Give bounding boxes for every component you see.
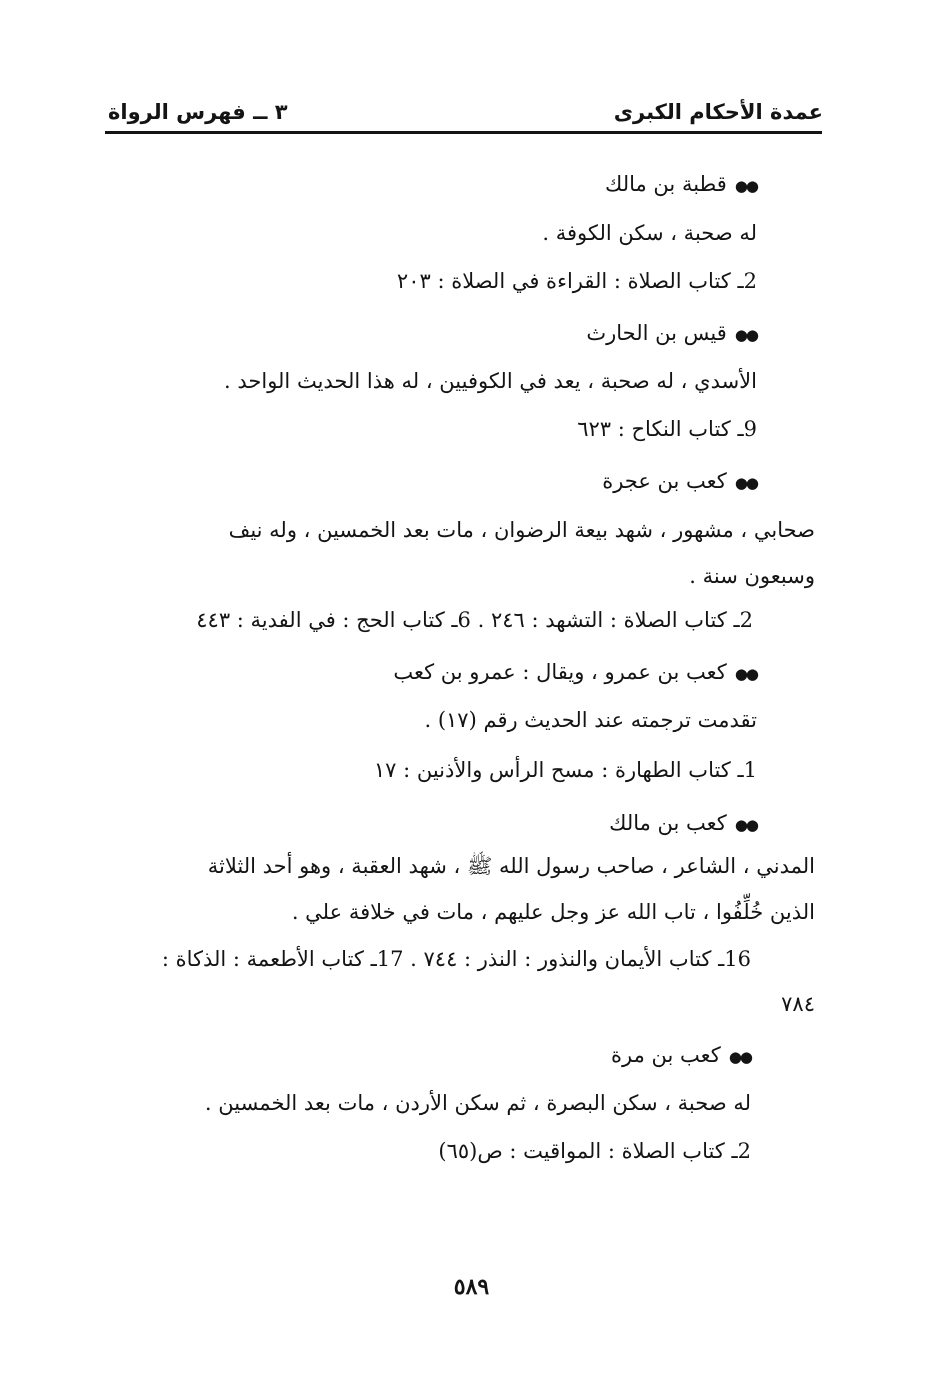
narrator-name: ●●قطبة بن مالك [605,169,757,201]
narrator-bio: المدني ، الشاعر ، صاحب رسول الله ﷺ ، شهد العقبة ، وهو أحد الثلاثة [207,854,815,878]
narrator-bio: له صحبة ، سكن الكوفة . [542,221,757,245]
narrator-name: ●●كعب بن عمرو ، ويقال : عمرو بن كعب [393,657,757,689]
book-title: عمدة الأحكام الكبرى [613,100,823,124]
narrator-bio: الأسدي ، له صحبة ، يعد في الكوفيين ، له هذا الحديث الواحد . [224,369,757,393]
hadith-reference: 2ـ كتاب الصلاة : القراءة في الصلاة : ٢٠٣ [396,269,757,293]
section-title: ٣ ــ فهرس الرواة [108,100,288,124]
narrator-bio: صحابي ، مشهور ، شهد بيعة الرضوان ، مات بعد الخمسين ، وله نيف [228,518,815,542]
bullet-icon: ●● [734,176,757,195]
narrator-bio: له صحبة ، سكن البصرة ، ثم سكن الأردن ، مات بعد الخمسين . [204,1091,751,1115]
hadith-reference: ٧٨٤ [781,992,815,1016]
bullet-icon: ●● [734,325,757,344]
narrator-name: ●●كعب بن مالك [609,808,757,840]
narrator-bio: الذين خُلِّفُوا ، تاب الله عز وجل عليهم ، مات في خلافة علي . [291,900,815,924]
hadith-reference: 2ـ كتاب الصلاة : المواقيت : ص(٦٥) [438,1139,751,1163]
hadith-reference: 16ـ كتاب الأيمان والنذور : النذر : ٧٤٤ . 17ـ كتاب الأطعمة : الذكاة : [161,947,751,971]
narrator-name: ●●كعب بن عجرة [602,466,757,498]
hadith-reference: 1ـ كتاب الطهارة : مسح الرأس والأذنين : ١٧ [373,758,757,782]
hadith-reference: 9ـ كتاب النكاح : ٦٢٣ [577,417,757,441]
page-number: ٥٨٩ [453,1274,490,1300]
header-divider [105,131,822,134]
bullet-icon: ●● [734,473,757,492]
hadith-reference: 2ـ كتاب الصلاة : التشهد : ٢٤٦ . 6ـ كتاب الحج : في الفدية : ٤٤٣ [196,608,753,632]
bullet-icon: ●● [734,815,757,834]
bullet-icon: ●● [734,664,757,683]
narrator-bio: تقدمت ترجمته عند الحديث رقم (١٧) . [424,708,757,732]
narrator-name: ●●كعب بن مرة [611,1040,751,1072]
bullet-icon: ●● [728,1047,751,1066]
narrator-bio: وسبعون سنة . [689,564,815,588]
narrator-name: ●●قيس بن الحارث [586,318,757,350]
